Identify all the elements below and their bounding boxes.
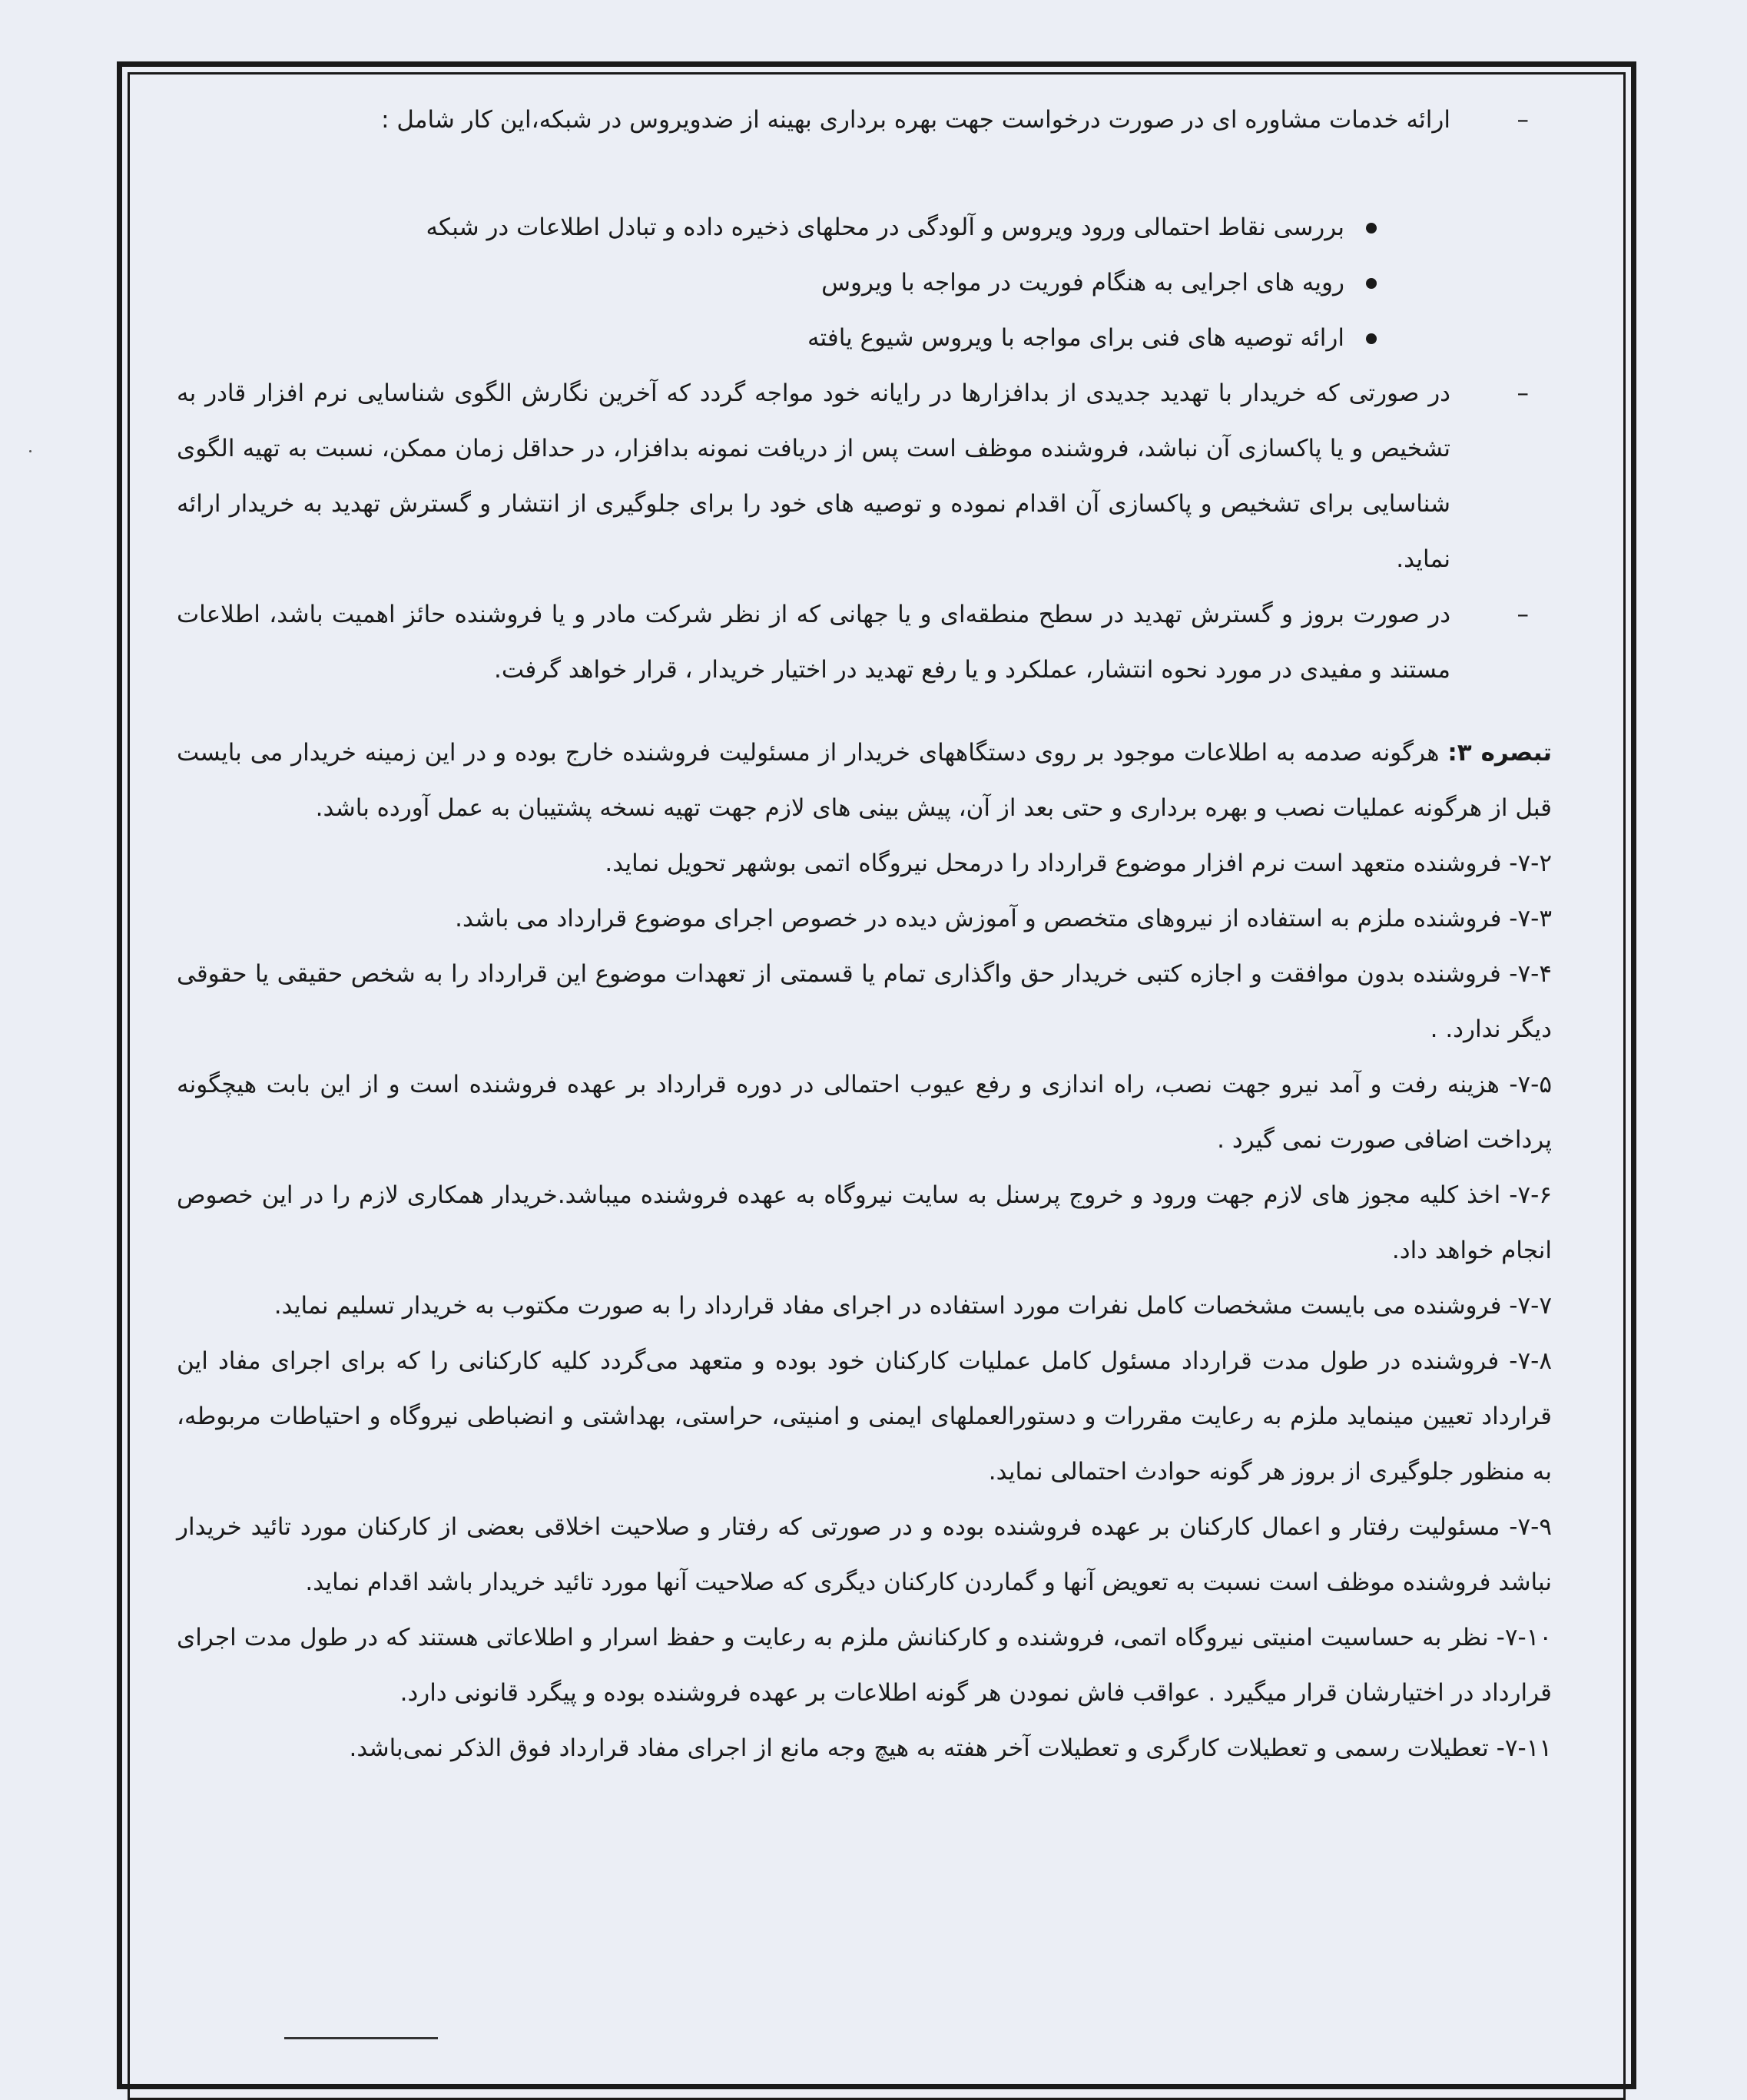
clause-7-11: ۷-۱۱- تعطیلات رسمی و تعطیلات کارگری و تعطیلات آخر هفته به هیچ وجه مانع از اجرای مفاد قرارداد فوق الذکر نمی‌باشد. [349, 1734, 1552, 1762]
note-label: تبصره ۳: [1447, 739, 1553, 767]
bullet-list [177, 200, 1552, 366]
dash-item-text: در صورت بروز و گسترش تهدید در سطح منطقه‌ای و یا جهانی که از نظر شرکت مادر و یا فروشنده حائز اهمیت باشد، اطلاعات مستند و مفیدی در مورد نحوه انتشار، عملکرد و یا رفع تهدید در اختیار خریدار ، قرار خواهد گرفت. [177, 601, 1450, 684]
intro-item [177, 92, 1552, 147]
clause-7-9: ۷-۹- مسئولیت رفتار و اعمال کارکنان بر عهده فروشنده بوده و در صورتی که رفتار و صلاحیت اخلاقی بعضی از کارکنان مورد تائید خریدار نباشد فروشنده موظف است نسبت به تعویض آنها و گماردن کارکنان دیگری که صلاحیت آنها مورد تائید خریدار باشد اقدام نماید. [177, 1513, 1552, 1596]
clause-7-2: ۷-۲- فروشنده متعهد است نرم افزار موضوع قرارداد را درمحل نیروگاه اتمی بوشهر تحویل نماید. [605, 850, 1552, 877]
clause-7-4: ۷-۴- فروشنده بدون موافقت و اجازه کتبی خریدار حق واگذاری تمام یا قسمتی از تعهدات موضوع این قرارداد را به شخص حقیقی یا حقوقی دیگر ندارد. . [177, 960, 1552, 1043]
note-text: هرگونه صدمه به اطلاعات موجود بر روی دستگاههای خریدار از مسئولیت فروشنده خارج بوده و در این زمینه خریدار می بایست قبل از هرگونه عملیات نصب و بهره برداری و حتی بعد از آن، پیش بینی های لازم جهت تهیه نسخه پشتیبان به عمل آورده باشد. [177, 739, 1552, 822]
bullet-item [177, 255, 1552, 310]
note-paragraph [177, 725, 1552, 836]
bullet-item [177, 200, 1552, 255]
dash-marker: – [1517, 601, 1529, 628]
bullet-dot-icon [1366, 333, 1377, 344]
bottom-stamp-edge [284, 2037, 438, 2047]
dash-item [177, 587, 1552, 697]
bullet-item [177, 310, 1552, 366]
clause-7-10: ۷-۱۰- نظر به حساسیت امنیتی نیروگاه اتمی، فروشنده و کارکنانش ملزم به رعایت و حفظ اسرار و اطلاعاتی هستند که در طول مدت اجرای قرارداد در اختیارشان قرار میگیرد . عواقب فاش نمودن هر گونه اطلاعات بر عهده فروشنده بوده و پیگرد قانونی دارد. [177, 1624, 1552, 1707]
dash-item-text: در صورتی که خریدار با تهدید جدیدی از بدافزارها در رایانه خود مواجه گردد که آخرین نگارش الگوی شناسایی نرم افزار قادر به تشخیص و یا پاکسازی آن نباشد، فروشنده موظف است پس از دریافت نمونه بدافزار، در حداقل زمان ممکن، نسبت به تهیه الگوی شناسایی برای تشخیص و پاکسازی آن اقدام نموده و توصیه های خود را برای جلوگیری از انتشار و گسترش تهدید به خریدار ارائه نماید. [177, 379, 1450, 573]
bullet-text: رویه های اجرایی به هنگام فوریت در مواجه با ویروس [821, 269, 1344, 296]
bullet-dot-icon [1366, 223, 1377, 234]
dash-marker: – [1517, 106, 1529, 134]
bullet-text: بررسی نقاط احتمالی ورود ویروس و آلودگی در محلهای ذخیره داده و تبادل اطلاعات در شبکه [426, 214, 1344, 241]
clause-7-6: ۷-۶- اخذ کلیه مجوز های لازم جهت ورود و خروج پرسنل به سایت نیروگاه به عهده فروشنده میباشد.خریدار همکاری لازم را در این خصوص انجام خواهد داد. [177, 1181, 1552, 1264]
clause-7-5: ۷-۵- هزینه رفت و آمد نیرو جهت نصب، راه اندازی و رفع عیوب احتمالی در دوره قرارداد بر عهده فروشنده است و از این بابت هیچگونه پرداخت اضافی صورت نمی گیرد . [177, 1071, 1552, 1154]
intro-item-text: ارائه خدمات مشاوره ای در صورت درخواست جهت بهره برداری بهینه از ضدویروس در شبکه،این کار شامل : [381, 106, 1450, 134]
dash-marker: – [1517, 379, 1529, 407]
clause-7-7: ۷-۷- فروشنده می بایست مشخصات کامل نفرات مورد استفاده در اجرای مفاد قرارداد را به صورت مکتوب به خریدار تسلیم نماید. [273, 1292, 1552, 1320]
bullet-text: ارائه توصیه های فنی برای مواجه با ویروس شیوع یافته [807, 324, 1344, 352]
clause-7-8: ۷-۸- فروشنده در طول مدت قرارداد مسئول کامل عملیات کارکنان خود بوده و متعهد می‌گردد کلیه کارکنانی را که برای اجرای مفاد این قرارداد تعیین مینماید ملزم به رعایت مقررات و دستورالعملهای ایمنی و امنیتی، حراستی، بهداشتی و انضباطی نیروگاه و احتیاطات مربوطه، به منظور جلوگیری از بروز هر گونه حوادث احتمالی نماید. [177, 1347, 1552, 1486]
clause-7-3: ۷-۳- فروشنده ملزم به استفاده از نیروهای متخصص و آموزش دیده در خصوص اجرای موضوع قرارداد می باشد. [455, 905, 1552, 932]
scan-speck [29, 450, 31, 452]
document-body [177, 92, 1552, 1776]
bullet-dot-icon [1366, 278, 1377, 289]
dash-item [177, 366, 1552, 587]
